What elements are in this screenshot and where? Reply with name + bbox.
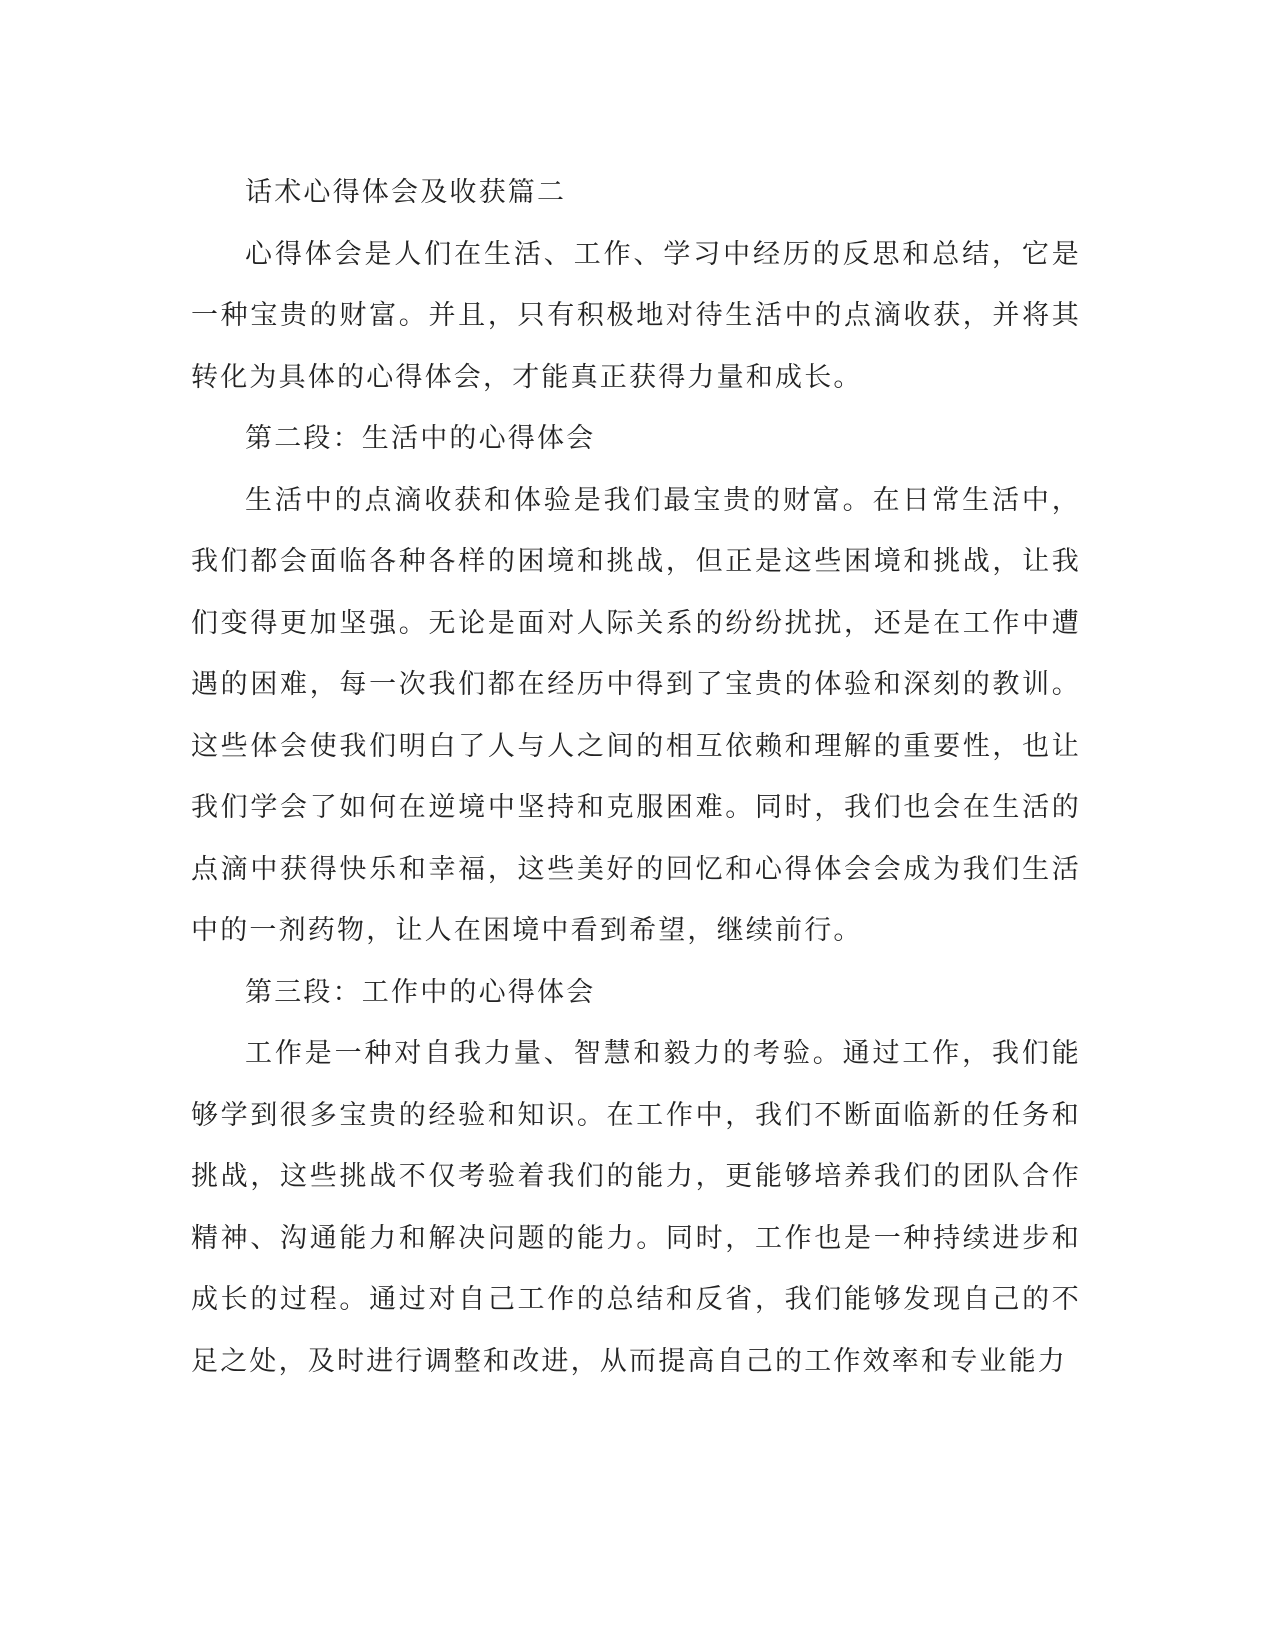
paragraph-work: 工作是一种对自我力量、智慧和毅力的考验。通过工作，我们能够学到很多宝贵的经验和知识。在工作中，我们不断面临新的任务和挑战，这些挑战不仅考验着我们的能力，更能够培养我们的团队合作精神、沟通能力和解决问题的能力。同时，工作也是一种持续进步和成长的过程。通过对自己工作的总结和反省，我们能够发现自己的不足之处，及时进行调整和改进，从而提高自己的工作效率和专业能力 xyxy=(191,1038,1081,1377)
document-body xyxy=(191,162,1081,1392)
section-heading-work: 第三段：工作中的心得体会 xyxy=(245,976,596,1008)
section-heading-life: 第二段：生活中的心得体会 xyxy=(245,423,596,454)
paragraph-intro: 心得体会是人们在生活、工作、学习中经历的反思和总结，它是一种宝贵的财富。并且，只有积极地对待生活中的点滴收获，并将其转化为具体的心得体会，才能真正获得力量和成长。 xyxy=(191,238,1081,393)
document-title: 话术心得体会及收获篇二 xyxy=(245,177,567,208)
paragraph-life: 生活中的点滴收获和体验是我们最宝贵的财富。在日常生活中，我们都会面临各种各样的困境和挑战，但正是这些困境和挑战，让我们变得更加坚强。无论是面对人际关系的纷纷扰扰，还是在工作中遭遇的困难，每一次我们都在经历中得到了宝贵的体验和深刻的教训。这些体会使我们明白了人与人之间的相互依赖和理解的重要性，也让我们学会了如何在逆境中坚持和克服困难。同时，我们也会在生活的点滴中获得快乐和幸福，这些美好的回忆和心得体会会成为我们生活中的一剂药物，让人在困境中看到希望，继续前行。 xyxy=(191,484,1081,946)
